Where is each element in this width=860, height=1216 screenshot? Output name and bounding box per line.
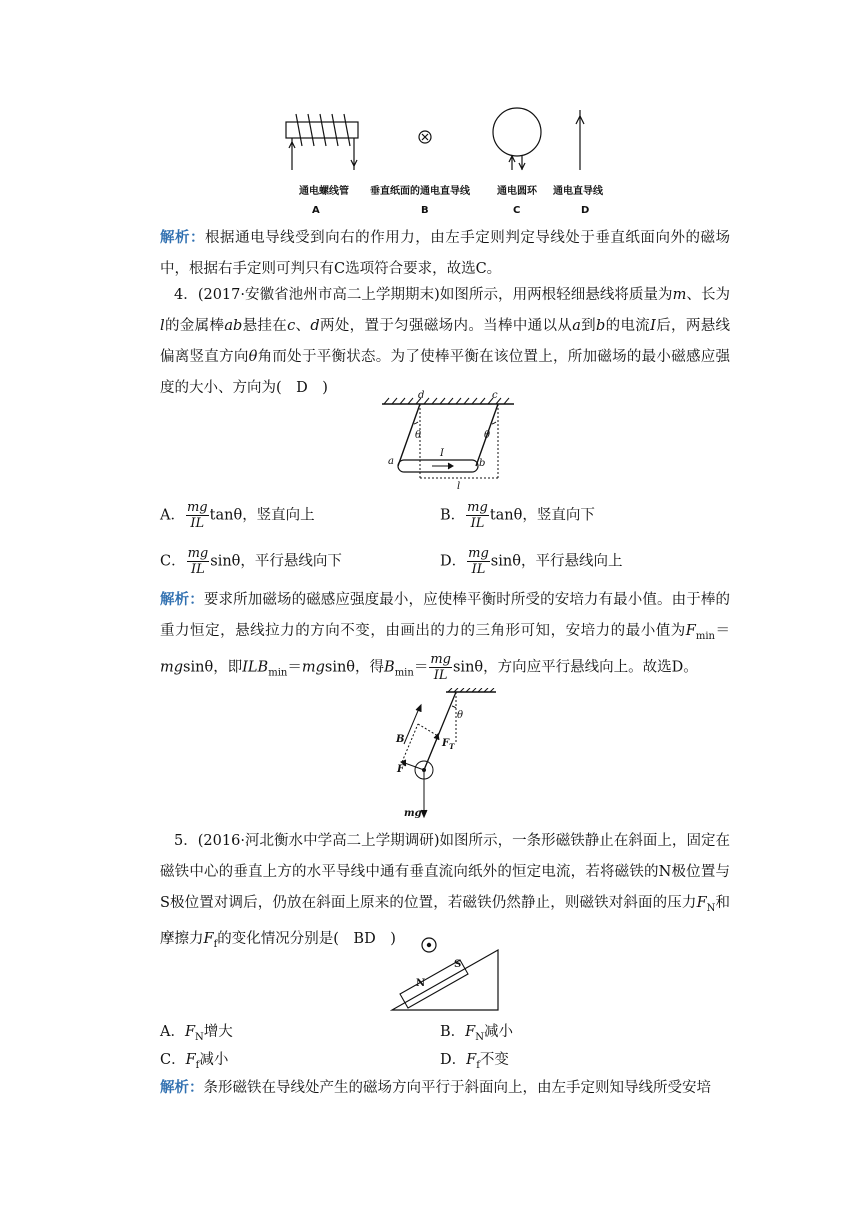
q4-fig-label-b: b [479,458,486,469]
caption-a: 通电螺线管 [299,186,349,197]
q4-fig-label-theta1: θ [415,430,422,441]
straight-wire-diagram [576,110,584,170]
q5-option-c: C．$F_f$减小 [160,1052,229,1071]
q5-option-b: B．$F_N$减小 [440,1024,513,1043]
solenoid-diagram [286,114,358,170]
q4-fig-label-l: l [457,481,461,492]
q5-analysis: 解析：条形磁铁在导线处产生的磁场方向平行于斜面向上，由左手定则知导线所受安培 [160,1079,711,1096]
q4-option-d: D． $\frac{mg}{IL}$ sinθ，平行悬线向上 [440,546,623,577]
q5-fig-s: S [454,959,462,970]
letter-b: B [421,205,429,216]
q5-option-d: D．$F_f$不变 [440,1052,509,1071]
q4-fig-label-a: a [388,456,394,467]
caption-c: 通电圆环 [497,186,537,197]
q4-option-b: B． $\frac{mg}{IL}$ tanθ，竖直向下 [440,500,595,531]
q4-force-f: F [397,764,405,775]
q4-fig-label-i: I [440,448,444,459]
figure-q5 [390,936,500,1012]
q4-fig-label-theta2: θ [484,430,491,441]
q4-fig-label-c: c [492,390,498,401]
letter-a: A [312,205,320,216]
analysis-label: 解析： [160,229,206,246]
q4-stem: 4．(2017·安徽省池州市高二上学期期末)如图所示，用两根轻细悬线将质量为m、长为l的金属棒ab悬挂在c、d两处，置于匀强磁场内。当棒中通以从a到b的电流I后，两悬线偏离竖直方向θ角而处于平衡状态。为了使棒平衡在该位置上，所加磁场的最小磁感应强度的大小、方向为( D ) [160,287,731,396]
letter-c: C [513,205,521,216]
q3-analysis-text: 根据通电导线受到向右的作用力，由左手定则判定导线处于垂直纸面向外的磁场中，根据右手定则可判只有C选项符合要求，故选C。 [160,230,731,277]
caption-d: 通电直导线 [553,186,603,197]
q4-force-theta: θ [457,710,464,721]
letter-d: D [581,205,590,216]
figure-q4-forces [390,688,510,822]
q4-option-c: C． $\frac{mg}{IL}$ sinθ，平行悬线向下 [160,546,342,577]
caption-b: 垂直纸面的通电直导线 [370,186,470,197]
q5-stem: 5．(2016·河北衡水中学高二上学期调研)如图所示，一条形磁铁静止在斜面上，固定在磁铁中心的垂直上方的水平导线中通有垂直流向纸外的恒定电流，若将磁铁的N极位置与S极位置对调后，仍放在斜面上原来的位置，若磁铁仍然静止，则磁铁对斜面的压力$F_N$和摩擦力$F_f$的变化情况分别是( BD ) [160,833,730,950]
q4-fig-label-d: d [418,390,425,401]
current-ring-diagram [493,108,541,170]
figure-q3 [270,100,630,225]
figure-q4 [380,392,520,492]
q3-analysis [160,222,730,285]
q4-force-b: B [396,734,405,745]
q5-option-a: A．$F_N$增大 [160,1024,233,1043]
q4-force-ft: $F_T$ [442,738,455,751]
q4-analysis: 解析：要求所加磁场的磁感应强度最小，应使棒平衡时所受的安培力有最小值。由于棒的重力恒定，悬线拉力的方向不变，由画出的力的三角形可知，安培力的最小值为$F_{min}=mgsin\theta$，即$ILB_{min}=mgsin\theta$，得$B_{min}=$ $\frac{mg}{IL}$ sinθ，方向应平行悬线向上。故选D。 [160,591,731,683]
wire-perpendicular-diagram [419,131,431,143]
q4-option-a: A． $\frac{mg}{IL}$ tanθ，竖直向上 [160,500,315,531]
q5-fig-n: N [416,978,426,989]
q4-force-mg: mg [404,808,422,819]
